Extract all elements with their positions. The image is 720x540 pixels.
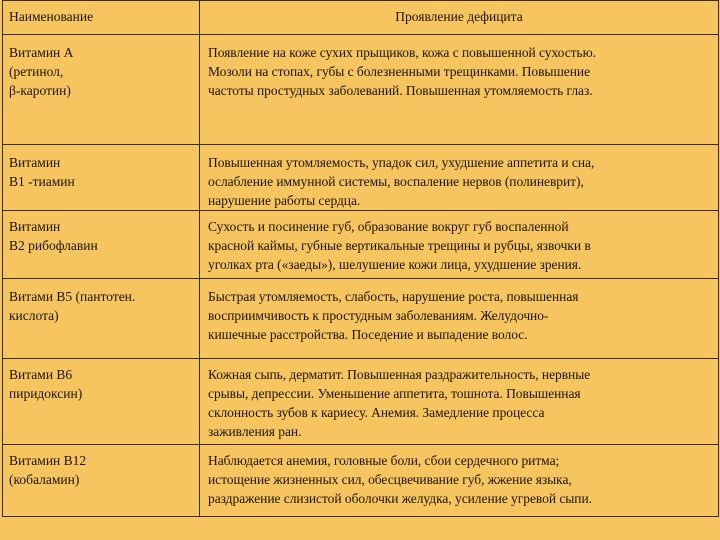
- table-header-row: [3, 1, 719, 35]
- vitamin-name-line: Витами В5 (пантотен.: [9, 289, 136, 304]
- vitamin-name-line: Витамин А: [9, 45, 74, 60]
- deficiency-text-line: Наблюдается анемия, головные боли, сбои сердечного ритма;: [208, 453, 560, 468]
- deficiency-text-line: частоты простудных заболеваний. Повышенная утомляемость глаз.: [208, 83, 593, 98]
- deficiency-cell: [200, 35, 719, 145]
- deficiency-text-line: уголках рта («заеды»), шелушение кожи лица, ухудшение зрения.: [208, 257, 582, 272]
- deficiency-text-line: склонность зубов к кариесу. Анемия. Замедление процесса: [208, 405, 545, 420]
- table-row: [3, 445, 719, 517]
- deficiency-text-line: нарушение работы сердца.: [208, 193, 361, 208]
- table-row: [3, 35, 719, 145]
- deficiency-text-line: восприимчивость к простудным заболеваниям. Желудочно-: [208, 308, 549, 323]
- vitamin-name-line: Витамин: [9, 219, 61, 234]
- deficiency-cell: [200, 211, 719, 279]
- deficiency-text-line: ослабление иммунной системы, воспаление нервов (полиневрит),: [208, 174, 584, 189]
- vitamin-name-line: (кобаламин): [9, 472, 80, 487]
- deficiency-cell: [200, 279, 719, 359]
- vitamin-name-cell: [3, 359, 200, 445]
- vitamin-name-line: Витамин: [9, 155, 61, 170]
- table-row: [3, 279, 719, 359]
- deficiency-text-line: Мозоли на стопах, губы с болезненными трещинками. Повышение: [208, 64, 591, 79]
- deficiency-text-line: Появление на коже сухих прыщиков, кожа с повышенной сухостью.: [208, 45, 596, 60]
- vitamin-name-line: Витамин В12: [9, 453, 87, 468]
- deficiency-text-line: кишечные расстройства. Поседение и выпадение волос.: [208, 327, 528, 342]
- deficiency-cell: [200, 359, 719, 445]
- vitamin-name-line: β-каротин): [9, 83, 71, 98]
- vitamin-name-cell: [3, 279, 200, 359]
- deficiency-cell: [200, 445, 719, 517]
- deficiency-text-line: Кожная сыпь, дерматит. Повышенная раздражительность, нервные: [208, 367, 591, 382]
- vitamin-name-cell: [3, 145, 200, 211]
- table-row: [3, 211, 719, 279]
- deficiency-text-line: красной каймы, губные вертикальные трещины и рубцы, язвочки в: [208, 238, 591, 253]
- column-header-name: Наименование: [3, 1, 200, 35]
- vitamin-name-line: В1 -тиамин: [9, 174, 75, 189]
- deficiency-text-line: раздражение слизистой оболочки желудка, усиление угревой сыпи.: [208, 491, 592, 506]
- deficiency-cell: [200, 145, 719, 211]
- vitamin-name-cell: [3, 445, 200, 517]
- deficiency-text-line: истощение жизненных сил, обесцвечивание губ, жжение языка,: [208, 472, 572, 487]
- table-row: [3, 145, 719, 211]
- vitamin-name-line: пиридоксин): [9, 386, 83, 401]
- vitamin-name-line: Витами В6: [9, 367, 73, 382]
- table-row: [3, 359, 719, 445]
- vitamin-name-cell: [3, 35, 200, 145]
- column-header-deficiency: Проявление дефицита: [200, 1, 719, 35]
- vitamin-deficiency-table: [2, 0, 719, 517]
- vitamin-name-line: кислота): [9, 308, 59, 323]
- vitamin-name-line: (ретинол,: [9, 64, 64, 79]
- deficiency-text-line: Сухость и посинение губ, образование вокруг губ воспаленной: [208, 219, 569, 234]
- deficiency-text-line: срывы, депрессии. Уменьшение аппетита, тошнота. Повышенная: [208, 386, 581, 401]
- deficiency-text-line: заживления ран.: [208, 424, 302, 439]
- deficiency-text-line: Повышенная утомляемость, упадок сил, ухудшение аппетита и сна,: [208, 155, 595, 170]
- vitamin-name-line: В2 рибофлавин: [9, 238, 98, 253]
- deficiency-text-line: Быстрая утомляемость, слабость, нарушение роста, повышенная: [208, 289, 579, 304]
- vitamin-name-cell: [3, 211, 200, 279]
